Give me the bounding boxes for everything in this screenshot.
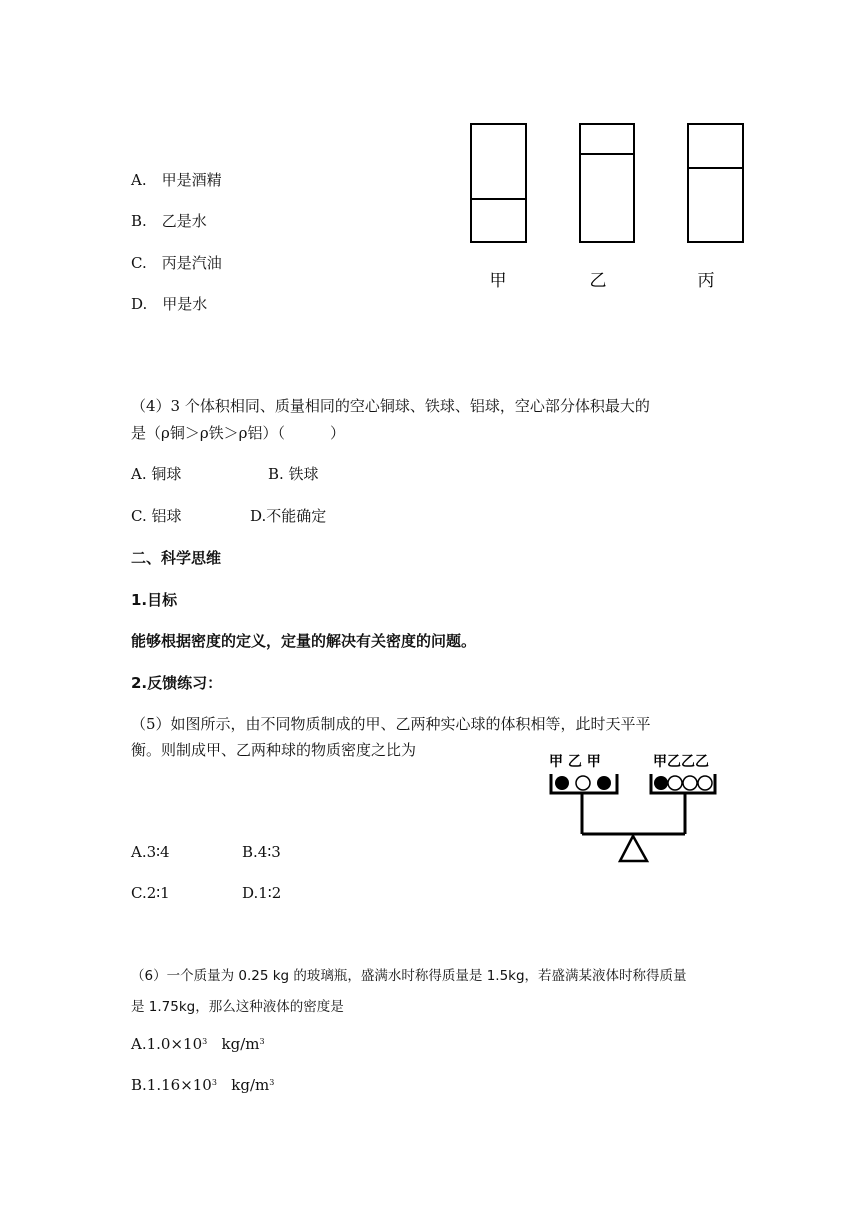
q4-option-b: B. 铁球 — [268, 465, 319, 483]
q6-option-a-unit-exp: 3 — [259, 1037, 265, 1046]
q6-stem-line2: 是 1.75kg，那么这种液体的密度是 — [131, 999, 344, 1015]
cylinder-label-bing: 丙 — [697, 271, 715, 291]
q6-option-b-unit-exp: 3 — [269, 1078, 275, 1087]
goal-heading: 1.目标 — [131, 591, 178, 609]
q3-option-a: A. 甲是酒精 — [131, 171, 222, 189]
q6-option-b — [131, 1075, 274, 1095]
q3-option-b: B. 乙是水 — [131, 212, 207, 230]
practice-heading: 2.反馈练习： — [131, 674, 223, 692]
balance-figure — [545, 748, 725, 868]
right-pan-labels: 甲乙乙乙 — [653, 754, 709, 770]
q5-stem-line1: （5）如图所示，由不同物质制成的甲、乙两种实心球的体积相等，此时天平平 — [131, 715, 651, 733]
q3-option-c: C. 丙是汽油 — [131, 254, 222, 272]
q4-stem-line2: 是（ρ铜＞ρ铁＞ρ铝）（ ） — [131, 424, 345, 442]
cylinder-label-yi: 乙 — [589, 271, 607, 291]
q5-stem-line2: 衡。则制成甲、乙两种球的物质密度之比为 — [131, 741, 417, 759]
q6-option-b-exp: 3 — [211, 1078, 217, 1087]
cylinder-yi — [580, 124, 634, 242]
q6-stem-line1: （6）一个质量为 0.25 kg 的玻璃瓶，盛满水时称得质量是 1.5kg，若盛满某液体时称得质量 — [131, 968, 687, 984]
q6-option-a-unit: kg/m — [221, 1035, 260, 1053]
fulcrum — [620, 836, 647, 861]
ball-yi — [668, 776, 682, 790]
cylinder-label-jia: 甲 — [489, 271, 507, 291]
q6-option-a-exp: 3 — [202, 1037, 208, 1046]
section-heading: 二、科学思维 — [131, 549, 222, 567]
ball-jia — [654, 776, 668, 790]
q4-option-a: A. 铜球 — [131, 465, 182, 483]
q3-option-d: D. 甲是水 — [131, 295, 208, 313]
q4-option-d: D.不能确定 — [250, 507, 327, 525]
q5-option-c: C.2∶1 — [131, 884, 170, 902]
left-pan-labels: 甲 乙 甲 — [549, 754, 601, 770]
cylinder-bing — [688, 124, 743, 242]
cylinder-jia — [471, 124, 526, 242]
q5-option-b: B.4∶3 — [242, 843, 281, 861]
q6-option-a — [131, 1034, 265, 1054]
q5-option-a: A.3∶4 — [131, 843, 170, 861]
q4-option-c: C. 铝球 — [131, 507, 182, 525]
q6-option-b-unit: kg/m — [231, 1076, 270, 1094]
cylinders-figure — [460, 115, 760, 300]
ball-yi — [698, 776, 712, 790]
q6-option-b-value: B.1.16×10 — [131, 1076, 212, 1094]
goal-text: 能够根据密度的定义，定量的解决有关密度的问题。 — [131, 632, 477, 650]
ball-yi — [576, 776, 590, 790]
ball-jia — [597, 776, 611, 790]
q4-stem-line1: （4）3 个体积相同、质量相同的空心铜球、铁球、铝球，空心部分体积最大的 — [131, 397, 650, 415]
ball-yi — [683, 776, 697, 790]
q6-option-a-value: A.1.0×10 — [131, 1035, 203, 1053]
ball-jia — [555, 776, 569, 790]
q5-option-d: D.1∶2 — [242, 884, 282, 902]
